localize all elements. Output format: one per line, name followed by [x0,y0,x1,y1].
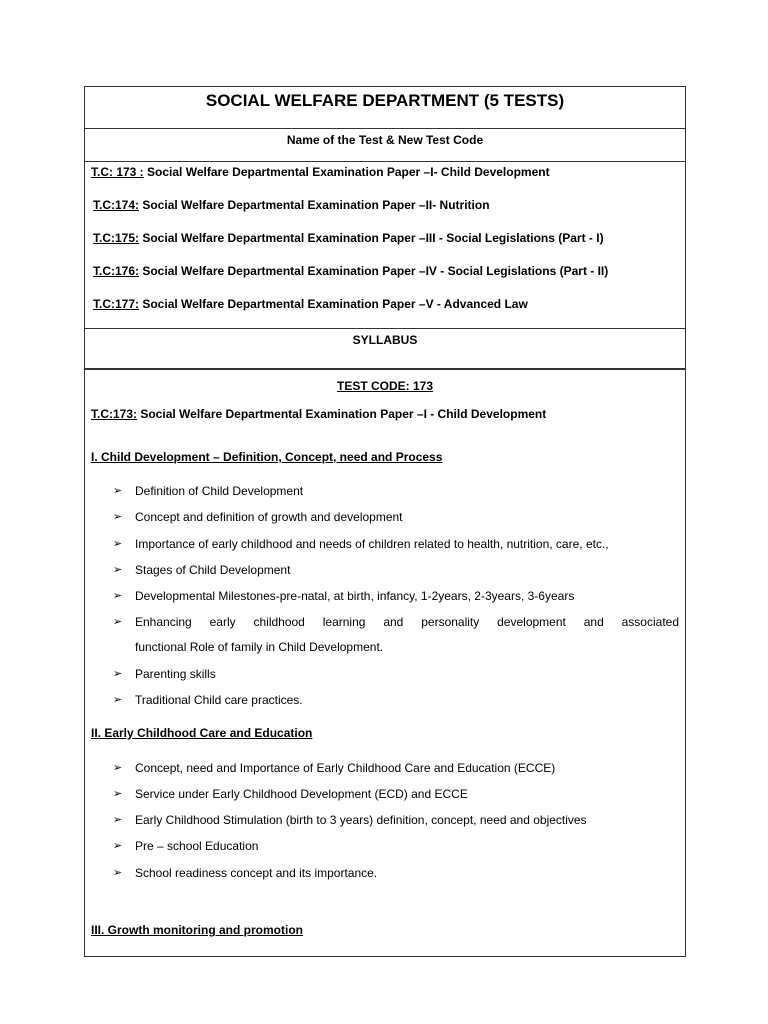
syllabus-box [84,369,686,957]
list-item: Traditional Child care practices. [135,693,303,707]
test-row-174 [93,198,490,212]
test-code: T.C:176: [93,264,140,278]
test-name: Social Welfare Departmental Examination Paper –II- Nutrition [139,198,490,212]
list-item: School readiness concept and its importance. [135,866,378,880]
list-item: Parenting skills [135,667,216,681]
test-code: T.C:175: [93,231,140,245]
list-item: Early Childhood Stimulation (birth to 3 years) definition, concept, need and objectives [135,813,587,827]
test-row-176 [93,264,608,278]
list-item: Concept and definition of growth and development [135,510,403,524]
test-name: Social Welfare Departmental Examination Paper –V - Advanced Law [139,297,528,311]
test-row-177 [93,297,528,311]
section-heading-1: I. Child Development – Definition, Concept, need and Process [91,450,443,464]
bullet-arrow-icon: ➢ [113,616,123,628]
section-heading-3: III. Growth monitoring and promotion [91,923,303,937]
test-row-175 [93,231,604,245]
test-code: T.C:177: [93,297,140,311]
table-subtitle: Name of the Test & New Test Code [286,133,484,147]
bullet-arrow-icon: ➢ [113,840,123,852]
paper-line [91,407,546,421]
page-title: SOCIAL WELFARE DEPARTMENT (5 TESTS) [205,91,565,110]
test-code: T.C: 173 : [91,165,144,179]
bullet-arrow-icon: ➢ [113,867,123,879]
divider [85,328,685,329]
bullet-arrow-icon: ➢ [113,485,123,497]
list-item: Stages of Child Development [135,563,291,577]
divider [85,161,685,162]
bullet-arrow-icon: ➢ [113,511,123,523]
test-list-table [84,86,686,369]
paper-name: Social Welfare Departmental Examination Paper –I - Child Development [137,407,547,421]
bullet-arrow-icon: ➢ [113,788,123,800]
syllabus-label: SYLLABUS [352,333,418,347]
list-item: Enhancing early childhood learning and personality development and associated [135,615,679,629]
bullet-arrow-icon: ➢ [113,668,123,680]
list-item: Developmental Milestones-pre-natal, at birth, infancy, 1-2years, 2-3years, 3-6years [135,589,575,603]
bullet-arrow-icon: ➢ [113,694,123,706]
test-code-heading: TEST CODE: 173 [336,379,434,393]
list-item: Pre – school Education [135,839,259,853]
section-heading-2: II. Early Childhood Care and Education [91,726,313,740]
list-item: Service under Early Childhood Development (ECD) and ECCE [135,787,468,801]
test-code: T.C:174: [93,198,140,212]
test-name: Social Welfare Departmental Examination Paper –IV - Social Legislations (Part - II) [139,264,609,278]
divider [85,128,685,129]
list-item: Definition of Child Development [135,484,304,498]
bullet-arrow-icon: ➢ [113,538,123,550]
bullet-arrow-icon: ➢ [113,762,123,774]
test-name: Social Welfare Departmental Examination Paper –III - Social Legislations (Part - I) [139,231,604,245]
paper-code: T.C:173: [91,407,138,421]
bullet-arrow-icon: ➢ [113,814,123,826]
list-item-continuation: functional Role of family in Child Development. [135,640,384,654]
test-row-173 [91,165,550,179]
list-item: Concept, need and Importance of Early Childhood Care and Education (ECCE) [135,761,556,775]
bullet-arrow-icon: ➢ [113,590,123,602]
list-item: Importance of early childhood and needs of children related to health, nutrition, care, etc., [135,537,609,551]
bullet-arrow-icon: ➢ [113,564,123,576]
test-name: Social Welfare Departmental Examination Paper –I- Child Development [143,165,550,179]
